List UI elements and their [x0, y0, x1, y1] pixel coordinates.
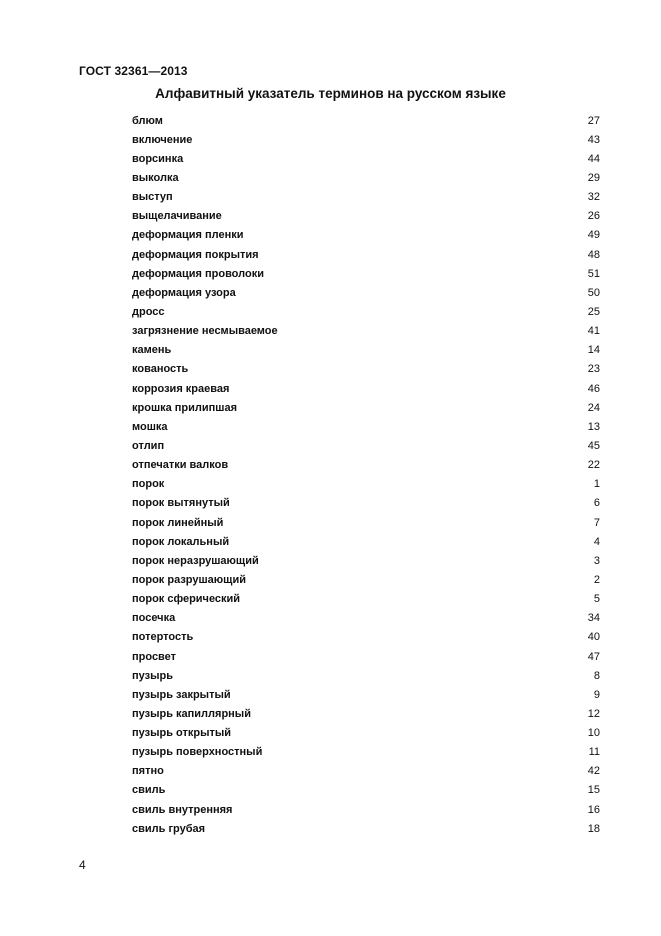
index-entry [132, 188, 600, 207]
index-entry [132, 590, 600, 609]
index-entry [132, 168, 600, 187]
index-entry [132, 800, 600, 819]
index-page-ref: 25 [587, 305, 600, 318]
index-page-ref: 5 [593, 593, 600, 606]
page-number: 4 [79, 858, 86, 872]
index-page-ref: 22 [587, 459, 600, 472]
index-entry [132, 456, 600, 475]
index-page-ref: 10 [587, 727, 600, 740]
index-term: камень [132, 344, 172, 357]
index-page-ref: 46 [587, 382, 600, 395]
index-page-ref: 34 [587, 612, 600, 625]
index-entry [132, 226, 600, 245]
index-entry [132, 130, 600, 149]
index-term: порок локальный [132, 535, 230, 548]
index-entry [132, 207, 600, 226]
index-page-ref: 15 [587, 784, 600, 797]
index-page-ref: 45 [587, 439, 600, 452]
index-entry [132, 743, 600, 762]
index-page-ref: 11 [588, 746, 600, 759]
index-page-ref: 12 [587, 707, 600, 720]
index-entry [132, 513, 600, 532]
index-term: блюм [132, 114, 163, 127]
index-page-ref: 50 [587, 286, 600, 299]
index-entry [132, 551, 600, 570]
index-page-ref: 51 [587, 267, 600, 280]
index-term: деформация узора [132, 286, 236, 299]
index-term: порок разрушающий [132, 573, 246, 586]
index-page-ref: 3 [593, 554, 600, 567]
index-term: включение [132, 133, 193, 146]
index-term: мошка [132, 420, 168, 433]
index-entry [132, 685, 600, 704]
index-page-ref: 14 [587, 344, 600, 357]
index-term: крошка прилипшая [132, 401, 238, 414]
index-entry [132, 609, 600, 628]
index-title: Алфавитный указатель терминов на русском языке [155, 86, 506, 101]
index-entry [132, 436, 600, 455]
index-term: выколка [132, 171, 179, 184]
index-entry [132, 264, 600, 283]
index-term: деформация пленки [132, 229, 244, 242]
index-term: пузырь поверхностный [132, 746, 263, 759]
index-term: свиль внутренняя [132, 803, 233, 816]
index-page-ref: 41 [587, 325, 600, 338]
index-term: деформация покрытия [132, 248, 259, 261]
index-page-ref: 43 [587, 133, 600, 146]
index-term: свиль грубая [132, 822, 206, 835]
index-term: коррозия краевая [132, 382, 230, 395]
index-entry [132, 149, 600, 168]
index-entry [132, 417, 600, 436]
index-entry [132, 532, 600, 551]
index-page-ref: 26 [587, 210, 600, 223]
index-term: выступ [132, 191, 173, 204]
index-term: дросс [132, 305, 165, 318]
term-index-list [132, 111, 600, 838]
index-term: порок неразрушающий [132, 554, 259, 567]
index-page-ref: 40 [587, 631, 600, 644]
index-page-ref: 8 [593, 669, 600, 682]
index-term: выщелачивание [132, 210, 222, 223]
index-entry [132, 647, 600, 666]
index-page-ref: 24 [587, 401, 600, 414]
index-term: посечка [132, 612, 176, 625]
index-term: порок линейный [132, 516, 224, 529]
index-entry [132, 570, 600, 589]
index-entry [132, 302, 600, 321]
index-entry [132, 360, 600, 379]
index-entry [132, 494, 600, 513]
index-page-ref: 49 [587, 229, 600, 242]
index-term: просвет [132, 650, 177, 663]
index-term: отпечатки валков [132, 459, 229, 472]
index-term: пузырь [132, 669, 173, 682]
index-term: порок вытянутый [132, 497, 230, 510]
index-term: свиль [132, 784, 166, 797]
index-page-ref: 47 [587, 650, 600, 663]
index-page-ref: 6 [593, 497, 600, 510]
index-term: пятно [132, 765, 164, 778]
index-entry [132, 781, 600, 800]
index-page-ref: 16 [587, 803, 600, 816]
index-entry [132, 322, 600, 341]
index-entry [132, 398, 600, 417]
index-term: ворсинка [132, 152, 184, 165]
index-term: потертость [132, 631, 194, 644]
index-page-ref: 1 [593, 478, 600, 491]
index-term: порок [132, 478, 165, 491]
index-page-ref: 48 [587, 248, 600, 261]
index-entry [132, 704, 600, 723]
index-page-ref: 7 [593, 516, 600, 529]
index-term: пузырь закрытый [132, 688, 231, 701]
index-page-ref: 32 [587, 191, 600, 204]
index-entry [132, 283, 600, 302]
index-term: кованость [132, 363, 189, 376]
index-term: отлип [132, 439, 165, 452]
index-entry [132, 666, 600, 685]
index-page-ref: 2 [593, 573, 600, 586]
index-page-ref: 27 [587, 114, 600, 127]
index-term: деформация проволоки [132, 267, 264, 280]
index-page-ref: 13 [587, 420, 600, 433]
index-page-ref: 44 [587, 152, 600, 165]
index-page-ref: 4 [593, 535, 600, 548]
index-entry [132, 724, 600, 743]
index-entry [132, 341, 600, 360]
index-term: пузырь капиллярный [132, 707, 251, 720]
index-entry [132, 819, 600, 838]
index-term: пузырь открытый [132, 727, 232, 740]
index-term: порок сферический [132, 593, 241, 606]
index-page-ref: 18 [587, 822, 600, 835]
index-entry [132, 628, 600, 647]
index-entry [132, 379, 600, 398]
index-page-ref: 9 [593, 688, 600, 701]
index-entry [132, 475, 600, 494]
index-page-ref: 29 [587, 171, 600, 184]
document-code: ГОСТ 32361—2013 [79, 64, 188, 78]
index-page-ref: 23 [587, 363, 600, 376]
index-term: загрязнение несмываемое [132, 325, 278, 338]
index-page-ref: 42 [587, 765, 600, 778]
index-entry [132, 762, 600, 781]
index-entry [132, 111, 600, 130]
index-entry [132, 245, 600, 264]
